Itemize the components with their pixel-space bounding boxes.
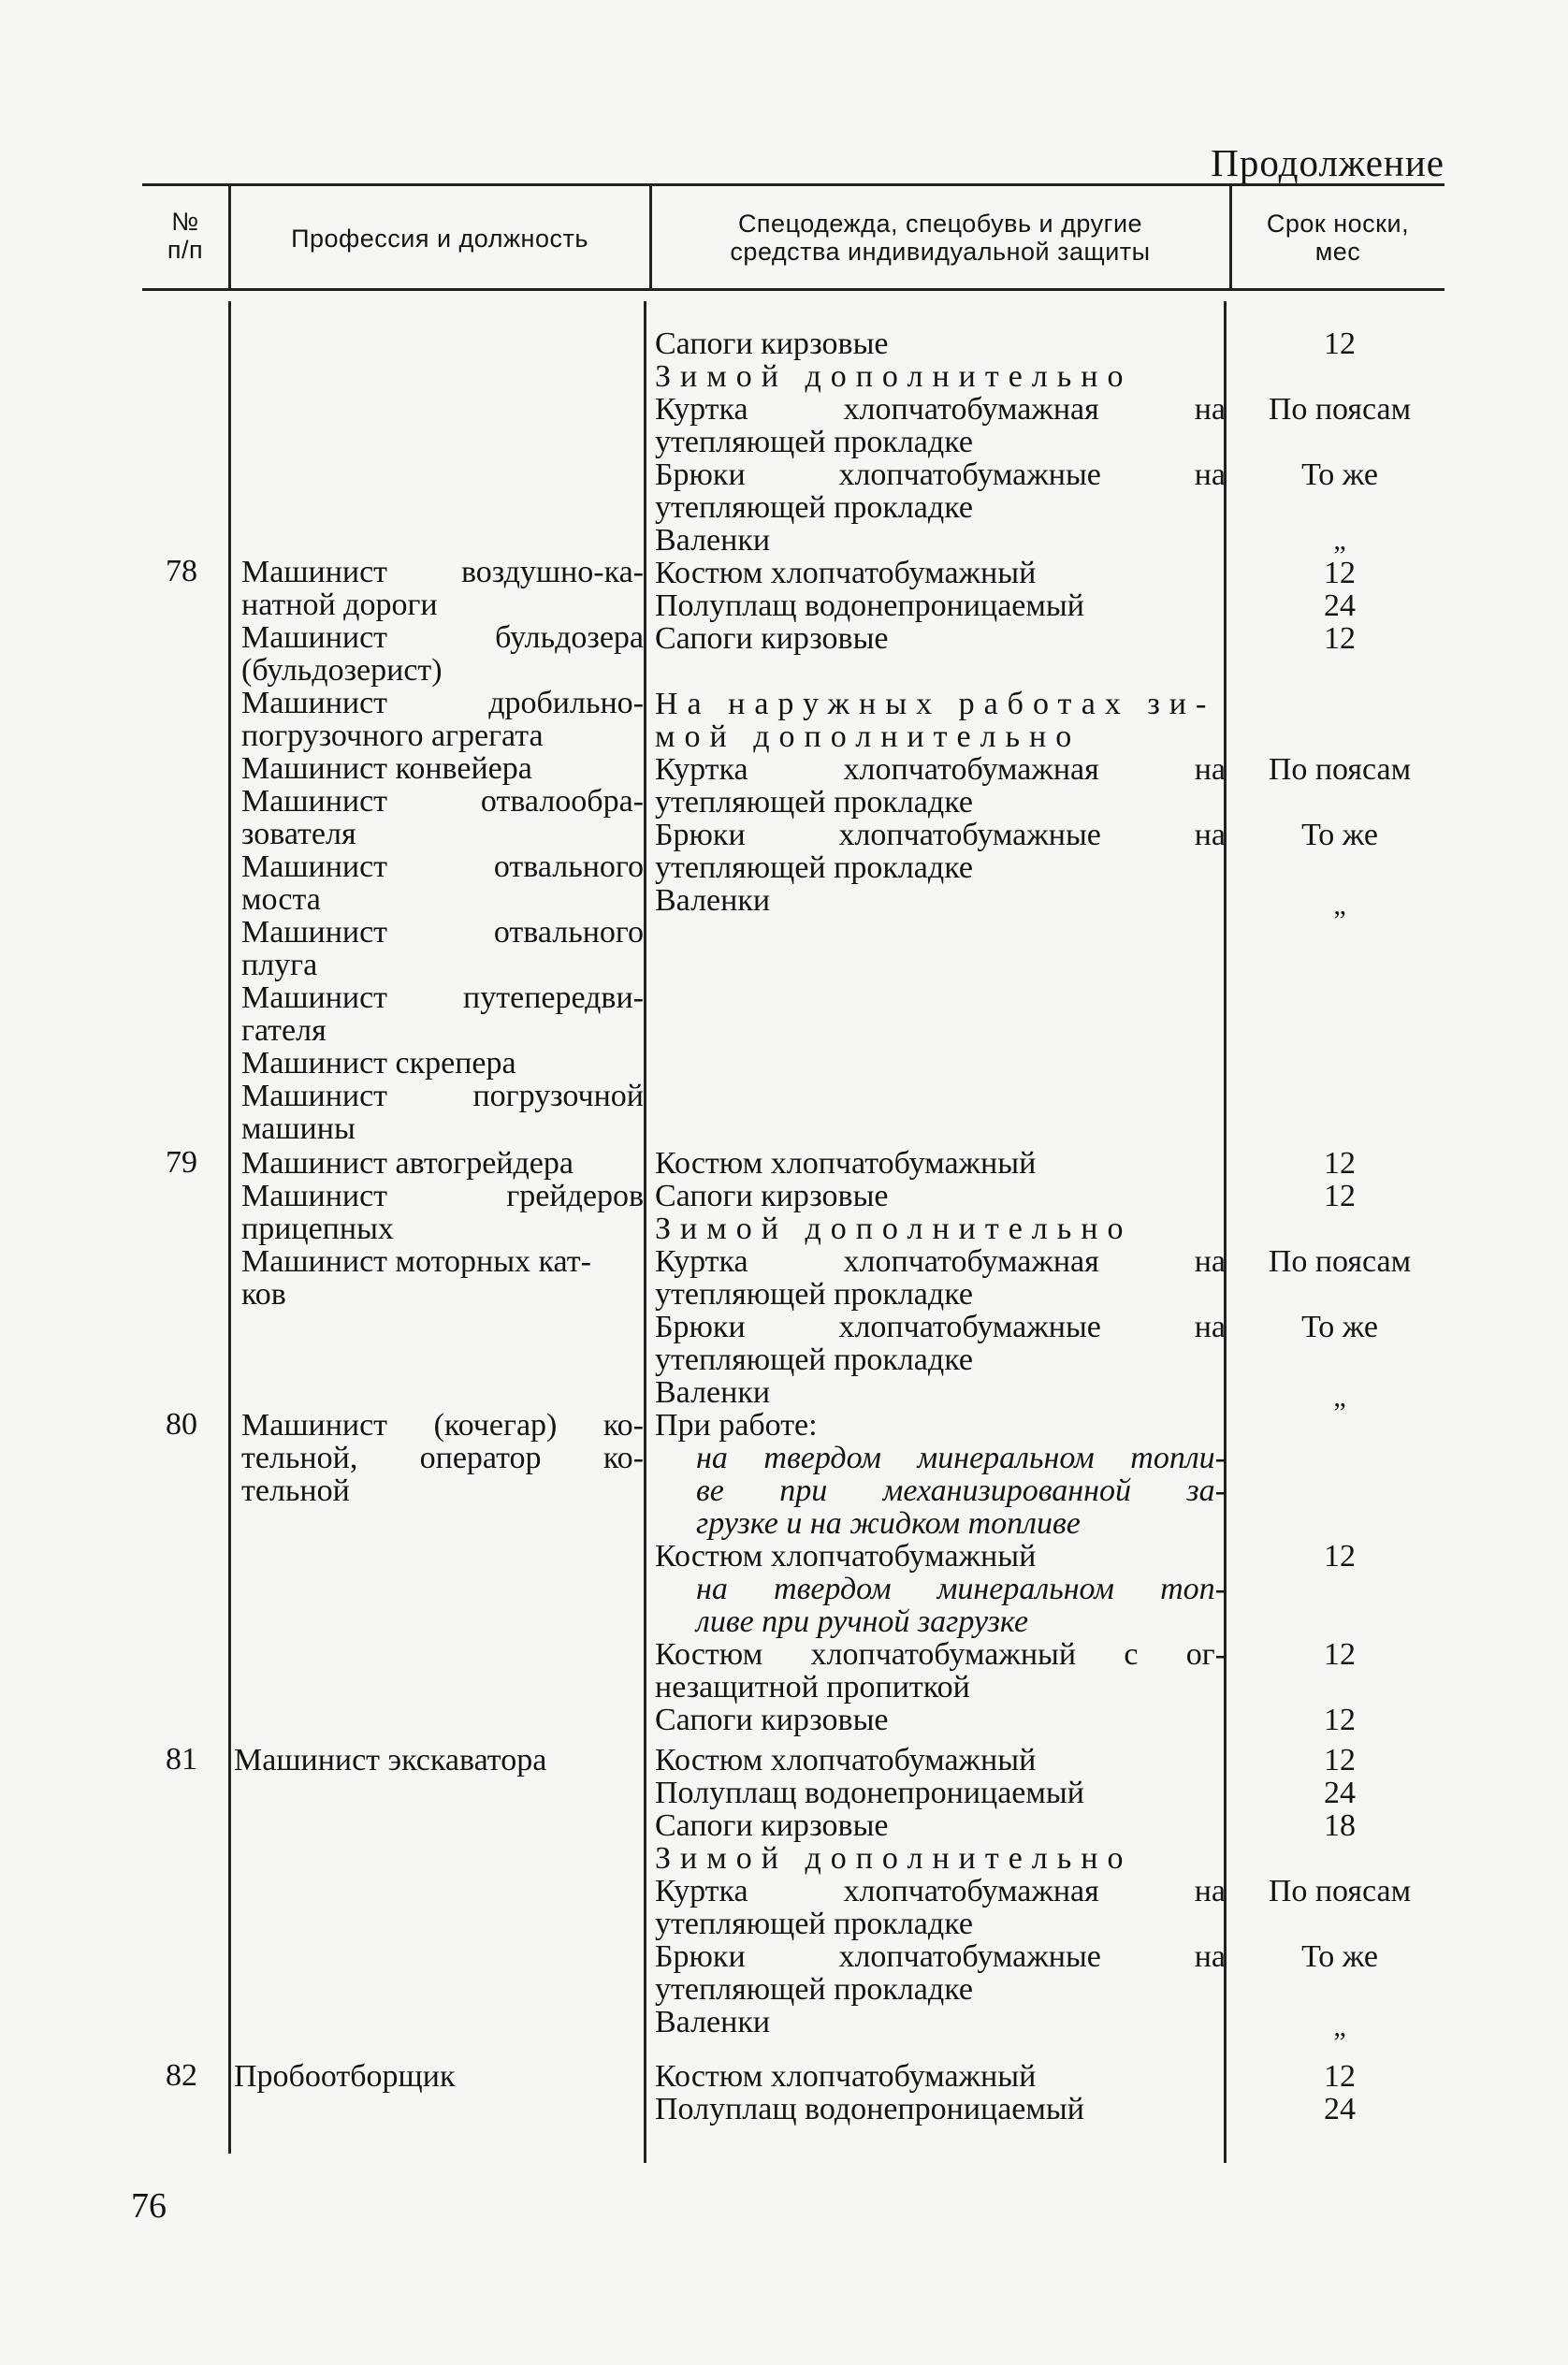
wear-term: 18 <box>1324 1808 1356 1843</box>
clothing-condition: грузке и на жидком топливе <box>696 1506 1081 1541</box>
clothing-item: На наружных работах зи- <box>655 687 1216 721</box>
row-number-81: 81 <box>166 1742 197 1777</box>
wear-term-ditto: „ <box>1333 525 1346 556</box>
wear-term-ditto: „ <box>1333 890 1346 921</box>
profession-line: Машинист моторных кат- <box>241 1244 591 1279</box>
wear-term: 24 <box>1324 1776 1356 1810</box>
clothing-condition: ливе при ручной загрузке <box>696 1604 1029 1639</box>
profession-line: Машинист отвалообра- <box>241 784 644 819</box>
profession-line: моста <box>241 882 321 917</box>
body-divider-2 <box>644 301 646 2163</box>
profession-line: прицепных <box>241 1212 394 1246</box>
wear-term: 24 <box>1324 2092 1356 2126</box>
clothing-item: Сапоги кирзовые <box>655 1808 889 1843</box>
row-number-80: 80 <box>166 1407 197 1442</box>
wear-term: 12 <box>1324 2059 1356 2094</box>
wear-term: 12 <box>1324 1146 1356 1181</box>
clothing-item: Куртка хлопчатобумажная на <box>655 392 1226 427</box>
wear-term: То же <box>1301 457 1378 492</box>
header-clothing-line1: Спецодежда, спецобувь и другие <box>737 210 1143 238</box>
clothing-item: Куртка хлопчатобумажная на <box>655 752 1226 787</box>
clothing-item: утепляющей прокладке <box>655 425 973 459</box>
clothing-item: Сапоги кирзовые <box>655 1703 889 1737</box>
clothing-item: Полуплащ водонепроницаемый <box>655 2092 1084 2126</box>
profession-line: Машинист дробильно- <box>241 686 644 720</box>
clothing-item: Полуплащ водонепроницаемый <box>655 1776 1084 1810</box>
clothing-item: Костюм хлопчатобумажный с ог- <box>655 1637 1226 1672</box>
profession-line: Машинист конвейера <box>241 751 532 786</box>
wear-term: То же <box>1301 1939 1378 1974</box>
profession-line: тельной, оператор ко- <box>241 1441 644 1475</box>
clothing-item: утепляющей прокладке <box>655 850 973 885</box>
profession-line: Машинист путепередви- <box>241 980 644 1015</box>
profession-line: погрузочного агрегата <box>241 718 544 753</box>
clothing-item: Валенки <box>655 523 771 558</box>
wear-term-ditto: „ <box>1333 2011 1346 2042</box>
table-top-rule <box>142 183 1445 186</box>
profession-line: зователя <box>241 817 356 851</box>
profession-line: тельной <box>241 1473 350 1508</box>
clothing-item: утепляющей прокладке <box>655 1972 973 2007</box>
clothing-item: При работе: <box>655 1408 818 1443</box>
profession-line: машины <box>241 1111 356 1146</box>
header-num-abbr: п/п <box>167 236 204 264</box>
wear-term: 24 <box>1324 588 1356 623</box>
clothing-item: Костюм хлопчатобумажный <box>655 2059 1037 2094</box>
clothing-item: Костюм хлопчатобумажный <box>655 556 1037 590</box>
clothing-item: утепляющей прокладке <box>655 1277 973 1312</box>
profession-line: Машинист бульдозера <box>241 620 644 655</box>
header-term <box>1231 210 1445 266</box>
wear-term: 12 <box>1324 1743 1356 1777</box>
clothing-item: Брюки хлопчатобумажные на <box>655 1310 1226 1344</box>
header-clothing-line2: средства индивидуальной защиты <box>730 238 1151 266</box>
clothing-item: Куртка хлопчатобумажная на <box>655 1244 1226 1279</box>
clothing-item: утепляющей прокладке <box>655 1907 973 1941</box>
wear-term: 12 <box>1324 621 1356 656</box>
clothing-item: Брюки хлопчатобумажные на <box>655 1939 1226 1974</box>
wear-term: По поясам <box>1268 392 1412 427</box>
clothing-item: утепляющей прокладке <box>655 1342 973 1377</box>
clothing-item: Костюм хлопчатобумажный <box>655 1743 1037 1777</box>
clothing-item: Зимой дополнительно <box>655 359 1133 394</box>
wear-term: То же <box>1301 818 1378 852</box>
profession-line: гателя <box>241 1013 327 1048</box>
profession-line: Машинист скрепера <box>241 1046 516 1081</box>
profession-line: Машинист воздушно-ка- <box>241 555 644 589</box>
clothing-item: Брюки хлопчатобумажные на <box>655 457 1226 492</box>
clothing-item: Валенки <box>655 1375 771 1410</box>
clothing-item: Сапоги кирзовые <box>655 621 889 656</box>
header-term-line2: мес <box>1314 238 1361 266</box>
clothing-item: Брюки хлопчатобумажные на <box>655 818 1226 852</box>
clothing-condition: ве при механизированной за- <box>696 1473 1226 1508</box>
clothing-item: утепляющей прокладке <box>655 785 973 820</box>
profession-line: Машинист (кочегар) ко- <box>241 1408 644 1443</box>
clothing-item: Куртка хлопчатобумажная на <box>655 1874 1226 1908</box>
profession-line: Машинист погрузочной <box>241 1079 644 1113</box>
row-number-79: 79 <box>166 1145 197 1180</box>
header-profession: Профессия и должность <box>291 225 588 253</box>
profession-line: Пробоотборщик <box>234 2059 456 2094</box>
profession-line: (бульдозерист) <box>241 653 443 688</box>
clothing-item: Зимой дополнительно <box>655 1212 1133 1246</box>
profession-line: Машинист отвального <box>241 915 644 950</box>
clothing-condition: на твердом минеральном топли- <box>696 1441 1226 1475</box>
clothing-item: Зимой дополнительно <box>655 1841 1133 1876</box>
row-number-78: 78 <box>166 554 197 588</box>
wear-term: 12 <box>1324 1637 1356 1672</box>
header-clothing <box>651 210 1229 266</box>
profession-line: ков <box>241 1277 286 1312</box>
header-bottom-rule <box>142 288 1445 291</box>
wear-term: По поясам <box>1268 1874 1412 1908</box>
clothing-item: Костюм хлопчатобумажный <box>655 1539 1037 1574</box>
page-number: 76 <box>131 2186 167 2226</box>
wear-term: 12 <box>1324 1703 1356 1737</box>
clothing-item: Полуплащ водонепроницаемый <box>655 588 1084 623</box>
clothing-item: Валенки <box>655 883 771 918</box>
body-divider-1 <box>228 301 231 2154</box>
continuation-label: Продолжение <box>1211 141 1445 184</box>
profession-line: Машинист экскаватора <box>234 1743 547 1777</box>
header-num <box>142 208 228 264</box>
header-term-line1: Срок носки, <box>1266 210 1410 238</box>
clothing-item: утепляющей прокладке <box>655 490 973 525</box>
clothing-item: незащитной пропиткой <box>655 1670 970 1705</box>
clothing-item: Сапоги кирзовые <box>655 326 889 361</box>
row-number-82: 82 <box>166 2058 197 2093</box>
wear-term: 12 <box>1324 1179 1356 1213</box>
profession-line: плуга <box>241 948 318 982</box>
wear-term-ditto: „ <box>1333 1382 1346 1413</box>
clothing-item: Валенки <box>655 2005 771 2039</box>
profession-line: Машинист автогрейдера <box>241 1146 573 1181</box>
clothing-item: Сапоги кирзовые <box>655 1179 889 1213</box>
clothing-condition: на твердом минеральном топ- <box>696 1572 1226 1606</box>
header-num-symbol: № <box>171 208 199 236</box>
profession-line: Машинист грейдеров <box>241 1179 644 1213</box>
clothing-item: Костюм хлопчатобумажный <box>655 1146 1037 1181</box>
wear-term: 12 <box>1324 1539 1356 1574</box>
profession-line: Машинист отвального <box>241 849 644 884</box>
wear-term: То же <box>1301 1310 1378 1344</box>
profession-line: натной дороги <box>241 588 438 622</box>
clothing-item: мой дополнительно <box>655 719 1082 754</box>
wear-term: По поясам <box>1268 752 1412 787</box>
wear-term: 12 <box>1324 326 1356 361</box>
wear-term: По поясам <box>1268 1244 1412 1279</box>
wear-term: 12 <box>1324 556 1356 590</box>
